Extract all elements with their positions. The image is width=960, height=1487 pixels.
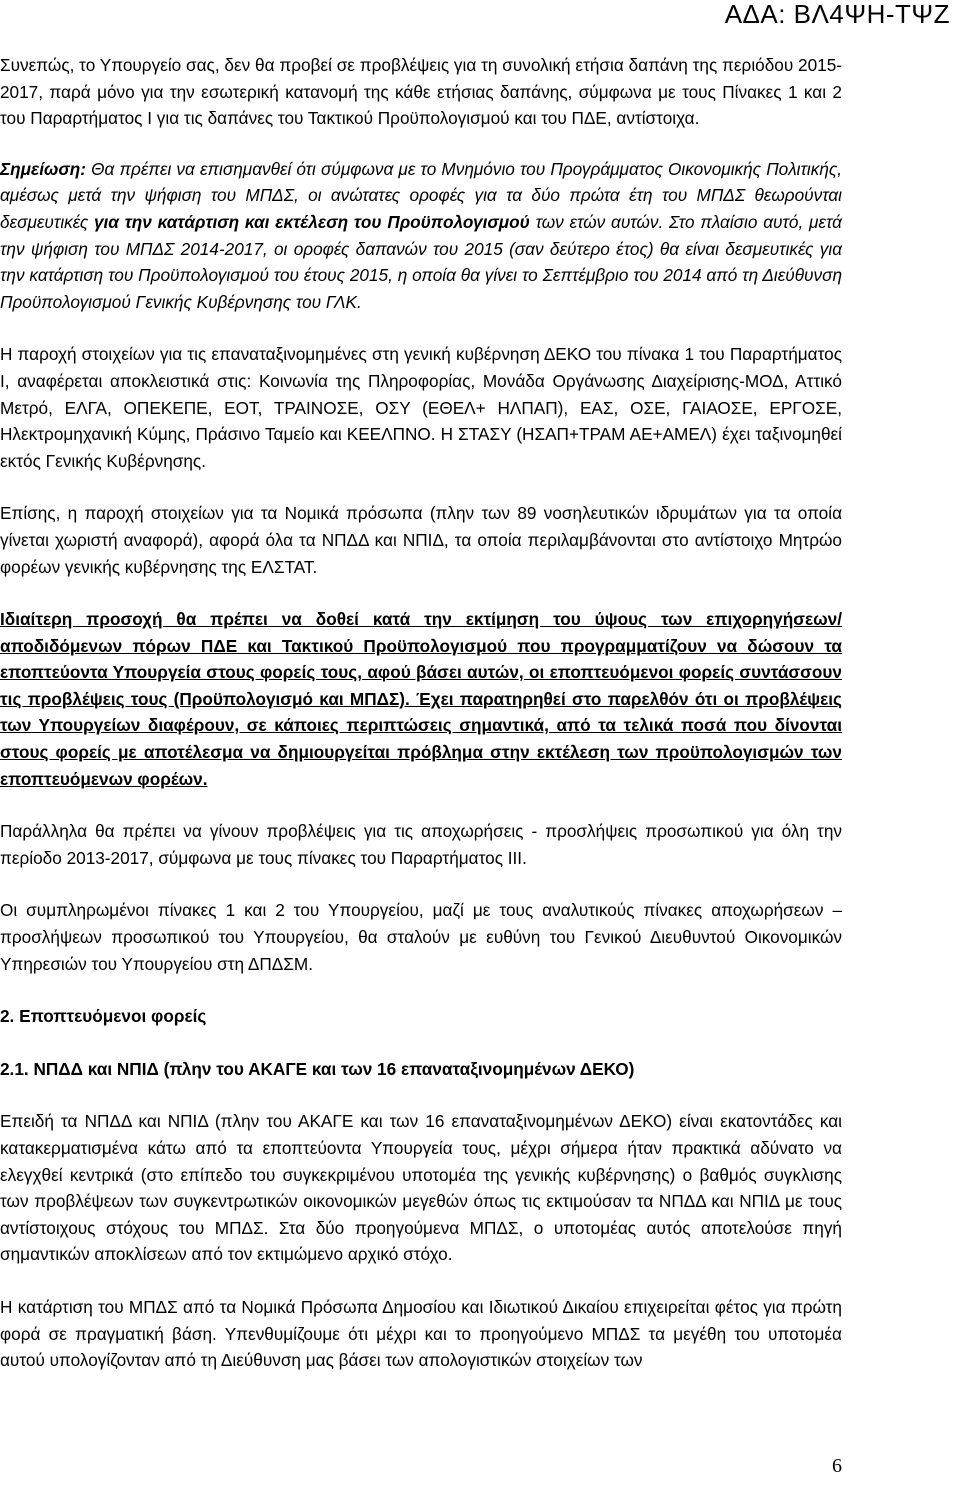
section-heading-2: 2. Εποπτευόμενοι φορείς: [0, 1006, 207, 1027]
note-bold-text: για την κατάρτιση και εκτέλεση του Προϋπολογισμού: [93, 211, 530, 232]
paragraph-submission: Οι συμπληρωμένοι πίνακες 1 και 2 του Υπουργείου, μαζί με τους αναλυτικούς πίνακες αποχωρήσεων – προσλήψεων προσωπικού του Υπουργείου, θα σταλούν με ευθύνη του Γενικού Διευθυντού Οικονομικών Υπηρεσιών του Υπουργείου στη ΔΠΔΣΜ.: [0, 900, 842, 974]
ada-code: ΑΔΑ: ΒΛ4ΨΗ-ΤΨΖ: [724, 0, 950, 29]
paragraph-deko: Η παροχή στοιχείων για τις επαναταξινομημένες στη γενική κυβέρνηση ΔΕΚΟ του πίνακα 1 του Παραρτήματος Ι, αναφέρεται αποκλειστικά στις: Κοινωνία της Πληροφορίας, Μονάδα Οργάνωσης Διαχείρισης-ΜΟΔ, Αττικό Μετρό, ΕΛΓΑ, ΟΠΕΚΕΠΕ, ΕΟΤ, ΤΡΑΙΝΟΣΕ, ΟΣΥ (ΕΘΕΛ+ ΗΛΠΑΠ), ΕΑΣ, ΟΣΕ, ΓΑΙΑΟΣΕ, ΕΡΓΟΣΕ, Ηλεκτρομηχανική Κύμης, Πράσινο Ταμείο και ΚΕΕΛΠΝΟ. Η ΣΤΑΣΥ (ΗΣΑΠ+ΤΡΑΜ ΑΕ+ΑΜΕΛ) έχει ταξινομηθεί εκτός Γενικής Κυβέρνησης.: [0, 344, 842, 471]
page-number: 6: [832, 1455, 842, 1477]
note-text-c: Στο πλαίσιο αυτό, μετά την ψήφιση του ΜΠΔΣ 2014-2017, οι οροφές δαπανών του 2015 (σαν δεύτερο έτος) θα είναι δεσμευτικές για την κατάρτιση του Προϋπολογισμού του έτους 2015, η οποία θα γίνει το Σεπτέμβριο του 2014 από τη Διεύθυνση Προϋπολογισμού Γενικής Κυβέρνησης του ΓΛΚ.: [0, 211, 842, 312]
section-heading-2-1: 2.1. ΝΠΔΔ και ΝΠΙΔ (πλην του ΑΚΑΓΕ και των 16 επαναταξινομημένων ΔΕΚΟ): [0, 1058, 635, 1079]
document-body: [0, 52, 842, 1374]
paragraph-legal-entities: Επίσης, η παροχή στοιχείων για τα Νομικά πρόσωπα (πλην των 89 νοσηλευτικών ιδρυμάτων για τα οποία γίνεται χωριστή αναφορά), αφορά όλα τα ΝΠΔΔ και ΝΠΙΔ, τα οποία περιλαμβάνονται στο αντίστοιχο Μητρώο φορέων γενικής κυβέρνησης της ΕΛΣΤΑΤ.: [0, 503, 842, 577]
paragraph-staff-forecasts: Παράλληλα θα πρέπει να γίνουν προβλέψεις για τις αποχωρήσεις - προσλήψεις προσωπικού για όλη την περίοδο 2013-2017, σύμφωνα με τους πίνακες του Παραρτήματος ΙΙΙ.: [0, 821, 842, 868]
note-text-a: Θα πρέπει να επισημανθεί ότι σύμφωνα με το Μνημόνιο του Προγράμματος Οικονομικής Πολιτικής, αμέσως μετά την ψήφιση του ΜΠΔΣ, οι ανώτατες οροφές για τα δύο πρώτα έτη του ΜΠΔΣ θεωρούνται δεσμευτικές: [0, 158, 842, 232]
paragraph-budget-allocation: Συνεπώς, το Υπουργείο σας, δεν θα προβεί σε προβλέψεις για τη συνολική ετήσια δαπάνη της περιόδου 2015-2017, παρά μόνο για την εσωτερική κατανομή της κάθε ετήσιας δαπάνης, σύμφωνα με τους Πίνακες 1 και 2 του Παραρτήματος Ι για τις δαπάνες του Τακτικού Προϋπολογισμού και του ΠΔΕ, αντίστοιχα.: [0, 55, 842, 129]
paragraph-special-attention: Ιδιαίτερη προσοχή θα πρέπει να δοθεί κατά την εκτίμηση του ύψους των επιχορηγήσεων/αποδιδόμενων πόρων ΠΔΕ και Τακτικού Προϋπολογισμού που προγραμματίζουν να δώσουν τα εποπτεύοντα Υπουργεία στους φορείς τους, αφού βάσει αυτών, οι εποπτευόμενοι φορείς συντάσσουν τις προβλέψεις τους (Προϋπολογισμό και ΜΠΔΣ). Έχει παρατηρηθεί στο παρελθόν ότι οι προβλέψεις των Υπουργείων διαφέρουν, σε κάποιες περιπτώσεις σημαντικά, από τα τελικά ποσά που δίνονται στους φορείς με αποτέλεσμα να δημιουργείται πρόβλημα στην εκτέλεση των προϋπολογισμών των εποπτευόμενων φορέων.: [0, 609, 842, 789]
paragraph-npdd-npid: Επειδή τα ΝΠΔΔ και ΝΠΙΔ (πλην του ΑΚΑΓΕ και των 16 επαναταξινομημένων ΔΕΚΟ) είναι εκατοντάδες και κατακερματισμένα κάτω από τα εποπτεύοντα Υπουργεία τους, μέχρι σήμερα ήταν πρακτικά αδύνατο να ελεγχθεί κεντρικά (στο επίπεδο του συγκεκριμένου υποτομέα της γενικής κυβέρνησης) ο βαθμός συγκλισης των προβλέψεων των συγκεντρωτικών οικονομικών μεγεθών όπως τις εκτιμούσαν τα ΝΠΔΔ και ΝΠΙΔ με τους αντίστοιχους στόχους του ΜΠΔΣ. Στα δύο προηγούμενα ΜΠΔΣ, ο υποτομέας αυτός αποτελούσε πηγή σημαντικών αποκλίσεων από τον εκτιμώμενο αρχικό στόχο.: [0, 1111, 842, 1265]
note-text-b: των ετών αυτών.: [529, 211, 664, 232]
note-label: Σημείωση:: [0, 158, 86, 179]
paragraph-first-time: Η κατάρτιση του ΜΠΔΣ από τα Νομικά Πρόσωπα Δημοσίου και Ιδιωτικού Δικαίου επιχειρείται φέτος για πρώτη φορά σε πραγματική βάση. Υπενθυμίζουμε ότι μέχρι και το προηγούμενο ΜΠΔΣ τα μεγέθη του υποτομέα αυτού υπολογίζονταν από τη Διεύθυνση μας βάσει των απολογιστικών στοιχείων των: [0, 1296, 842, 1371]
note-paragraph: [0, 156, 842, 316]
